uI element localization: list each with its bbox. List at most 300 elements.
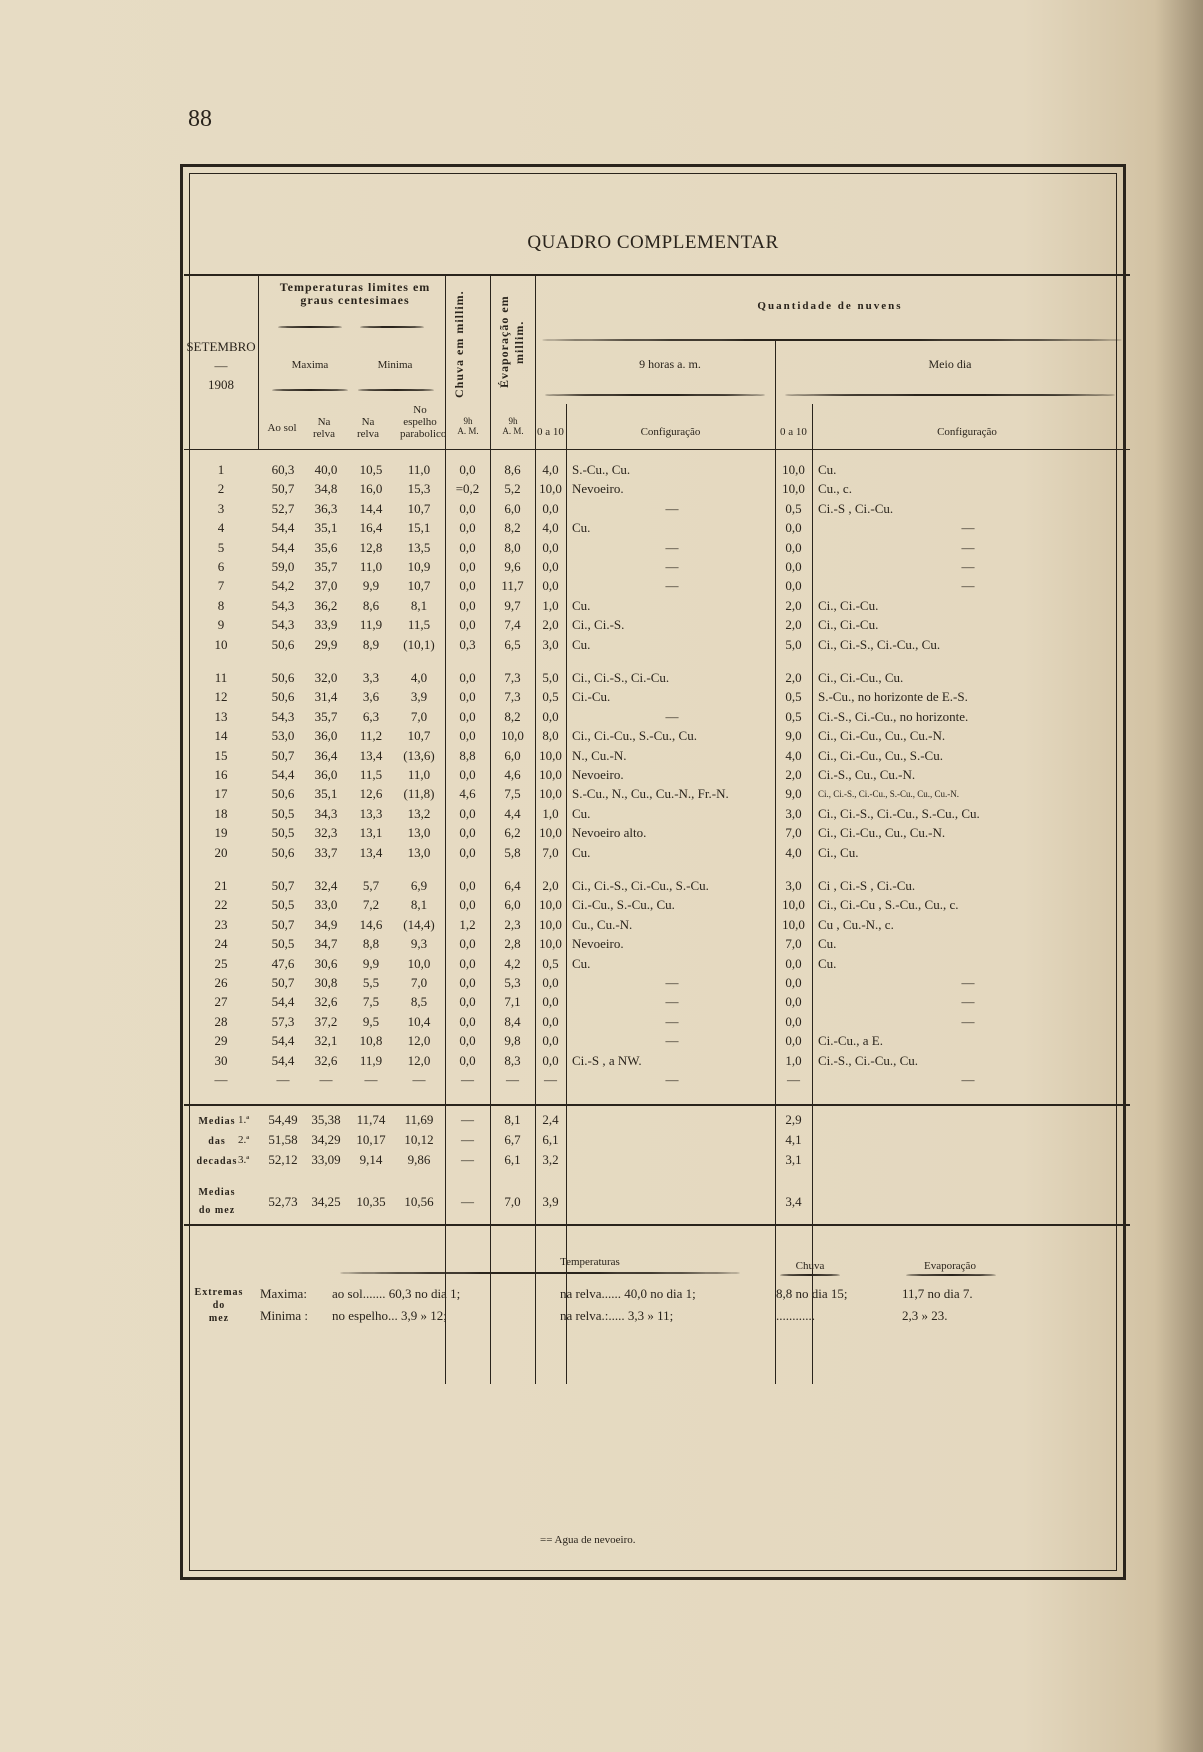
cell-q9: 3,0 <box>542 636 559 652</box>
cell-relva: 30,8 <box>314 975 338 990</box>
cell-cm: Ci., Ci.-S., Ci.-Cu., Cu. <box>818 636 941 652</box>
year-label: 1908 <box>208 377 234 392</box>
cell-esp: (10,1) <box>403 636 435 652</box>
cell-q9: 0,0 <box>542 1013 559 1029</box>
extremas-rule <box>184 1224 1130 1226</box>
cell-relva: 34,7 <box>314 936 338 952</box>
cell-ch: 0,0 <box>459 994 476 1010</box>
cell-sol: 52,7 <box>271 500 295 516</box>
cell-ev: 8,2 <box>504 708 521 724</box>
cell-relva: 32,3 <box>314 825 338 841</box>
cell-esp: 15,1 <box>407 520 431 536</box>
cell-ch: 0,0 <box>459 1033 476 1049</box>
cell-q9: 10,0 <box>539 916 562 932</box>
cell-minr: 9,9 <box>362 955 380 971</box>
cell-ch: 0,0 <box>459 955 476 971</box>
cell-qm: 4,0 <box>785 844 802 860</box>
cell-minr: 3,6 <box>362 689 380 705</box>
cell-sol: 50,6 <box>271 636 295 652</box>
cell-relva: 34,8 <box>314 481 338 497</box>
table-frame <box>180 164 1126 1580</box>
cell-q9: 4,0 <box>542 462 559 477</box>
cell-q9: 10,0 <box>539 747 562 763</box>
cell-q9: 5,0 <box>542 670 559 685</box>
cell-c9: Nevoeiro. <box>572 936 624 952</box>
cell-relva: 35,7 <box>314 559 338 574</box>
medias-mez-label <box>184 1184 250 1220</box>
mez-esp: 10,56 <box>404 1194 434 1209</box>
cell-relva: 36,2 <box>314 597 338 613</box>
cell-q9: 8,0 <box>542 728 559 744</box>
cell-cm: Ci., Ci.-Cu., Cu., Cu.-N. <box>818 825 946 841</box>
extremas-chuva-max: 8,8 no dia 15; <box>776 1286 848 1301</box>
cell-minr: 14,4 <box>359 500 383 516</box>
cell-cm: — <box>961 1013 975 1029</box>
cell-esp: 3,9 <box>410 689 428 705</box>
cell-relva: 35,6 <box>314 539 338 555</box>
cell-relva: 29,9 <box>314 636 338 652</box>
cell-esp: 8,1 <box>410 597 428 613</box>
cell-relva: 33,9 <box>314 617 338 633</box>
medias-qm: 4,1 <box>785 1132 802 1147</box>
cell-cm: Cu. <box>818 955 837 971</box>
medias-label-b: das <box>208 1136 226 1147</box>
mez-sol: 52,73 <box>268 1194 298 1209</box>
cell-q9: 0,0 <box>542 1052 559 1068</box>
cell-c9: Ci., Ci.-S., Ci.-Cu. <box>572 670 670 685</box>
cell-d: 24 <box>214 936 228 952</box>
cell-q9: 0,0 <box>542 975 559 990</box>
cell-d: 26 <box>214 975 228 990</box>
cell-d: 16 <box>214 767 228 782</box>
medias-label-a: Medias <box>198 1116 236 1127</box>
cell-sol: 54,4 <box>271 520 295 536</box>
cell-ch: 0,0 <box>459 597 476 613</box>
cell-q9: 0,0 <box>542 1033 559 1049</box>
cell-esp: 10,0 <box>407 955 431 971</box>
medias-sol: 54,49 <box>268 1112 298 1127</box>
cell-relva: — <box>319 1072 333 1087</box>
cell-qm: 0,0 <box>785 539 802 555</box>
cell-ev: 2,3 <box>504 916 521 932</box>
cell-ev: 7,3 <box>504 689 521 705</box>
mez-label-a: Medias <box>198 1187 236 1198</box>
cell-d: 20 <box>214 844 228 860</box>
cell-q9: 2,0 <box>542 617 559 633</box>
cell-ev: 5,3 <box>504 975 521 990</box>
mez-qm: 3,4 <box>785 1194 802 1209</box>
cell-c9: S.-Cu., N., Cu., Cu.-N., Fr.-N. <box>572 786 729 802</box>
cell-ev: 4,6 <box>504 767 521 782</box>
cell-sol: 54,3 <box>271 617 295 633</box>
swoosh <box>780 1274 840 1276</box>
cell-d: — <box>214 1072 228 1087</box>
cell-esp: (13,6) <box>403 747 435 763</box>
cell-cm: Ci.-S., Cu., Cu.-N. <box>818 767 916 782</box>
cell-q9: 1,0 <box>542 597 559 613</box>
cell-q9: 0,0 <box>542 539 559 555</box>
cell-relva: 36,4 <box>314 747 338 763</box>
extremas-max-label: Maxima: <box>260 1286 307 1301</box>
cell-minr: 13,4 <box>359 747 383 763</box>
cell-cm: Ci.-S., Ci.-Cu., no horizonte. <box>818 708 969 724</box>
cell-d: 28 <box>214 1013 228 1029</box>
month-header <box>184 337 258 394</box>
cell-c9: Cu. <box>572 805 591 821</box>
cell-d: 3 <box>217 500 225 516</box>
cell-d: 27 <box>214 994 228 1010</box>
cell-q9: 10,0 <box>539 825 562 841</box>
medias-rule <box>184 1104 1130 1106</box>
medias-qm: 2,9 <box>785 1112 802 1127</box>
extremas-min-a: no espelho... 3,9 » 12; <box>332 1308 447 1323</box>
cell-cm: S.-Cu., no horizonte de E.-S. <box>818 689 968 705</box>
mez-minr: 10,35 <box>356 1194 386 1209</box>
cell-d: 30 <box>214 1052 228 1068</box>
cell-ch: 0,0 <box>459 539 476 555</box>
medias-q9: 6,1 <box>542 1132 559 1147</box>
medias-qm: 3,1 <box>785 1152 802 1167</box>
cell-sol: 60,3 <box>271 462 295 477</box>
cell-esp: 10,4 <box>407 1013 431 1029</box>
cell-esp: 7,0 <box>410 708 428 724</box>
cell-ch: 0,0 <box>459 1013 476 1029</box>
cell-esp: 10,7 <box>407 578 431 594</box>
cell-ch: — <box>461 1072 474 1087</box>
medias-ev: 6,1 <box>504 1152 521 1167</box>
medias-minr: 9,14 <box>359 1152 383 1167</box>
c9-header: Configuração <box>640 426 701 438</box>
cell-c9: Cu. <box>572 955 591 971</box>
qm-header: 0 a 10 <box>780 426 807 438</box>
cell-minr: 11,9 <box>359 617 383 633</box>
cell-d: 9 <box>217 617 225 633</box>
cell-qm: 0,5 <box>785 708 802 724</box>
footnote: == Agua de nevoeiro. <box>540 1534 636 1546</box>
cell-ev: 9,8 <box>504 1033 521 1049</box>
cell-ev: 8,3 <box>504 1052 521 1068</box>
cell-qm: 0,5 <box>785 500 802 516</box>
cell-ev: 5,8 <box>504 844 521 860</box>
cell-esp: 9,3 <box>410 936 428 952</box>
cell-minr: 10,8 <box>359 1033 383 1049</box>
cell-qm: — <box>787 1072 800 1087</box>
cell-d: 7 <box>217 578 225 594</box>
extremas-label-c: mez <box>208 1313 230 1324</box>
medias-decade-key: 3.ª <box>238 1154 250 1166</box>
mez-relva: 34,25 <box>311 1194 341 1209</box>
cell-c9: Ci.-Cu., S.-Cu., Cu. <box>572 897 675 913</box>
cell-sol: 50,6 <box>271 786 295 802</box>
mez-ev: 7,0 <box>504 1194 521 1209</box>
cell-c9: — <box>665 708 679 724</box>
cell-d: 14 <box>214 728 228 744</box>
cell-ch: 0,0 <box>459 728 476 744</box>
cell-esp: (14,4) <box>403 916 435 932</box>
cell-d: 5 <box>217 539 225 555</box>
evap-hour: 9h A. M. <box>502 416 524 436</box>
cell-q9: 0,0 <box>542 559 559 574</box>
cell-minr: 11,9 <box>359 1052 383 1068</box>
cell-minr: 5,5 <box>362 975 380 990</box>
cell-c9: Nevoeiro alto. <box>572 825 647 841</box>
medias-ev: 6,7 <box>504 1132 521 1147</box>
col-sep <box>258 274 259 449</box>
espelho-header: No espelho parabolico <box>400 404 447 441</box>
na-relva-header: Na relva <box>313 416 335 441</box>
cell-esp: 10,9 <box>407 559 431 574</box>
cell-qm: 0,0 <box>785 520 802 536</box>
cell-cm: — <box>961 975 975 990</box>
cell-c9: Ci., Ci.-S., Ci.-Cu., S.-Cu. <box>572 878 709 893</box>
cell-cm: Ci., Ci.-Cu. <box>818 617 879 633</box>
cell-ev: 9,6 <box>504 559 521 574</box>
extremas-label-a: Extremas <box>194 1287 244 1298</box>
na-relva-min-header: Na relva <box>357 416 379 441</box>
cell-ch: 0,0 <box>459 878 476 893</box>
cell-ev: 2,8 <box>504 936 521 952</box>
cell-ch: =0,2 <box>455 481 480 497</box>
cell-minr: 6,3 <box>362 708 380 724</box>
cell-ch: 0,0 <box>459 767 476 782</box>
cell-c9: — <box>665 578 679 594</box>
cell-c9: Ci.-S , a NW. <box>572 1052 642 1068</box>
cell-relva: 34,9 <box>314 916 338 932</box>
cell-ev: 4,4 <box>504 805 521 821</box>
cell-sol: 47,6 <box>271 955 295 971</box>
cell-esp: 10,7 <box>407 500 431 516</box>
medias-ch: — <box>461 1152 474 1167</box>
cell-ch: 0,3 <box>459 636 476 652</box>
cell-qm: 7,0 <box>785 825 802 841</box>
cell-c9: Nevoeiro. <box>572 767 624 782</box>
cell-cm: Ci., Ci.-Cu , S.-Cu., Cu., c. <box>818 897 959 913</box>
extremas-min-label: Minima : <box>260 1308 309 1323</box>
cell-minr: 13,4 <box>359 844 383 860</box>
cell-minr: 8,6 <box>362 597 380 613</box>
swoosh <box>340 1272 740 1274</box>
cell-ch: 4,6 <box>459 786 476 802</box>
cell-relva: 32,4 <box>314 878 338 893</box>
cell-cm: Ci.-S., Ci.-Cu., Cu. <box>818 1052 919 1068</box>
cell-cm: Cu., c. <box>818 481 852 497</box>
cell-cm: Ci., Ci.-S., Ci.-Cu., S.-Cu., Cu., Cu.-N. <box>818 789 960 800</box>
cell-minr: 9,5 <box>362 1013 380 1029</box>
cell-esp: 11,5 <box>407 617 431 633</box>
medias-esp: 10,12 <box>404 1132 434 1147</box>
cell-ch: 0,0 <box>459 578 476 594</box>
cell-d: 19 <box>214 825 228 841</box>
cell-qm: 9,0 <box>785 786 802 802</box>
chuva-caption: Chuva <box>795 1260 825 1272</box>
medias-minr: 10,17 <box>356 1132 386 1147</box>
cell-c9: Cu., Cu.-N. <box>572 916 633 932</box>
cell-cm: — <box>961 520 975 536</box>
cell-sol: 50,7 <box>271 747 295 763</box>
cell-cm: Ci., Ci.-Cu., Cu., S.-Cu. <box>818 747 943 763</box>
cell-relva: 40,0 <box>314 462 338 477</box>
month-dash: — <box>214 358 228 373</box>
cell-c9: — <box>665 1072 679 1087</box>
cell-ch: 0,0 <box>459 1052 476 1068</box>
extremas-max-b: na relva...... 40,0 no dia 1; <box>560 1286 696 1301</box>
cell-cm: Ci., Ci.-S., Ci.-Cu., S.-Cu., Cu. <box>818 805 980 821</box>
mez-q9: 3,9 <box>542 1194 559 1209</box>
cell-esp: (11,8) <box>403 786 435 802</box>
cell-ev: 7,5 <box>504 786 521 802</box>
cell-minr: 11,2 <box>359 728 383 744</box>
cell-relva: 34,3 <box>314 805 338 821</box>
cell-sol: 50,7 <box>271 878 295 893</box>
cell-c9: Cu. <box>572 520 591 536</box>
cell-minr: 13,1 <box>359 825 383 841</box>
cm-header: Configuração <box>937 426 997 438</box>
cell-relva: 36,0 <box>314 728 338 744</box>
cell-relva: 35,1 <box>314 520 338 536</box>
cell-q9: 10,0 <box>539 936 562 952</box>
cell-ev: 11,7 <box>501 578 524 594</box>
cell-qm: 2,0 <box>785 617 802 633</box>
medias-decade-key: 1.ª <box>238 1114 250 1126</box>
cell-cm: Ci.-S , Ci.-Cu. <box>818 500 894 516</box>
cell-sol: 50,6 <box>271 844 295 860</box>
cell-relva: 35,1 <box>314 786 338 802</box>
swoosh <box>278 326 342 328</box>
medias-label-c: decadas <box>196 1156 238 1167</box>
cell-relva: 32,1 <box>314 1033 338 1049</box>
cell-relva: 33,7 <box>314 844 338 860</box>
cell-q9: 0,0 <box>542 708 559 724</box>
cell-minr: 3,3 <box>362 670 380 685</box>
cell-ev: 8,0 <box>504 539 521 555</box>
page-title: QUADRO COMPLEMENTAR <box>527 232 779 253</box>
cell-sol: 54,4 <box>271 767 295 782</box>
cell-d: 12 <box>214 689 228 705</box>
cell-d: 25 <box>214 955 228 971</box>
cell-ch: 0,0 <box>459 844 476 860</box>
cell-ch: 0,0 <box>459 617 476 633</box>
cell-cm: Ci , Ci.-S , Ci.-Cu. <box>818 878 916 893</box>
cell-sol: 53,0 <box>271 728 295 744</box>
cell-c9: Cu. <box>572 597 591 613</box>
cell-relva: 36,3 <box>314 500 338 516</box>
cell-esp: 13,0 <box>407 825 431 841</box>
cell-relva: 35,7 <box>314 708 338 724</box>
swoosh <box>360 326 424 328</box>
cell-q9: 4,0 <box>542 520 559 536</box>
cell-d: 10 <box>214 636 228 652</box>
cell-cm: Cu , Cu.-N., c. <box>818 916 894 932</box>
cell-ch: 0,0 <box>459 670 476 685</box>
medias-esp: 9,86 <box>407 1152 431 1167</box>
cell-esp: 10,7 <box>407 728 431 744</box>
cell-ch: 0,0 <box>459 689 476 705</box>
medias-minr: 11,74 <box>356 1112 386 1127</box>
cell-minr: 10,5 <box>359 462 383 477</box>
cell-sol: 50,5 <box>271 936 295 952</box>
swoosh <box>906 1274 996 1276</box>
cell-relva: 33,0 <box>314 897 338 913</box>
cell-qm: 4,0 <box>785 747 802 763</box>
cell-ev: 6,0 <box>504 897 521 913</box>
chuva-hour: 9h A. M. <box>457 416 479 436</box>
cell-q9: 7,0 <box>542 844 559 860</box>
col-sep <box>566 404 567 1384</box>
extremas-min-b: na relva.:..... 3,3 » 11; <box>560 1308 674 1323</box>
cell-q9: 0,5 <box>542 955 559 971</box>
cell-sol: 54,4 <box>271 1052 295 1068</box>
cell-q9: 10,0 <box>539 897 562 913</box>
cell-sol: 57,3 <box>271 1013 295 1029</box>
cell-relva: 36,0 <box>314 767 338 782</box>
ao-sol-header: Ao sol <box>267 422 297 434</box>
cell-qm: 0,5 <box>785 689 802 705</box>
cell-d: 23 <box>214 916 228 932</box>
cell-sol: 50,7 <box>271 916 295 932</box>
cell-sol: 54,4 <box>271 1033 295 1049</box>
cell-d: 8 <box>217 597 225 613</box>
maxima-header: Maxima <box>291 359 329 371</box>
cell-esp: 13,2 <box>407 805 431 821</box>
cell-relva: 37,2 <box>314 1013 338 1029</box>
cell-relva: 32,6 <box>314 994 338 1010</box>
cell-relva: 32,6 <box>314 1052 338 1068</box>
cell-cm: — <box>961 994 975 1010</box>
cell-minr: 11,0 <box>359 559 383 574</box>
cell-qm: 0,0 <box>785 955 802 971</box>
cell-minr: 16,4 <box>359 520 383 536</box>
cell-qm: 2,0 <box>785 767 802 782</box>
cell-c9: — <box>665 500 679 516</box>
medias-q9: 3,2 <box>542 1152 559 1167</box>
cell-qm: 10,0 <box>782 916 805 932</box>
temp-group-header: Temperaturas limites em graus centesimaes <box>279 280 431 308</box>
cell-cm: Cu. <box>818 936 837 952</box>
cell-c9: Ci., Ci.-S. <box>572 617 625 633</box>
cell-c9: S.-Cu., Cu. <box>572 462 631 477</box>
cell-cm: Ci., Cu. <box>818 844 859 860</box>
cell-ch: 0,0 <box>459 975 476 990</box>
cell-cm: Ci., Ci.-Cu., Cu., Cu.-N. <box>818 728 946 744</box>
cell-esp: 13,0 <box>407 844 431 860</box>
cell-ev: 6,5 <box>504 636 521 652</box>
medias-q9: 2,4 <box>542 1112 559 1127</box>
cell-q9: 2,0 <box>542 878 559 893</box>
cell-sol: 50,5 <box>271 805 295 821</box>
cell-esp: 8,5 <box>410 994 428 1010</box>
month-label: SETEMBRO <box>186 339 256 354</box>
cell-qm: 3,0 <box>785 878 802 893</box>
cell-ev: 8,2 <box>504 520 521 536</box>
swoosh <box>542 339 1122 341</box>
cell-sol: 50,6 <box>271 689 295 705</box>
cell-c9: N., Cu.-N. <box>572 747 627 763</box>
cell-c9: Ci., Ci.-Cu., S.-Cu., Cu. <box>572 728 697 744</box>
medias-ev: 8,1 <box>504 1112 521 1127</box>
cell-esp: 4,0 <box>410 670 428 685</box>
cell-q9: — <box>544 1072 557 1087</box>
cell-sol: 50,5 <box>271 897 295 913</box>
cell-q9: 0,0 <box>542 500 559 516</box>
cell-q9: 1,0 <box>542 805 559 821</box>
medias-relva: 33,09 <box>311 1152 341 1167</box>
cell-sol: 50,7 <box>271 975 295 990</box>
extremas-evap-min: 2,3 » 23. <box>902 1308 948 1323</box>
cell-ch: 0,0 <box>459 462 476 477</box>
swoosh <box>272 389 348 391</box>
cell-qm: 10,0 <box>782 481 805 497</box>
evaporacao-header: Évaporação em millim. <box>497 295 526 389</box>
